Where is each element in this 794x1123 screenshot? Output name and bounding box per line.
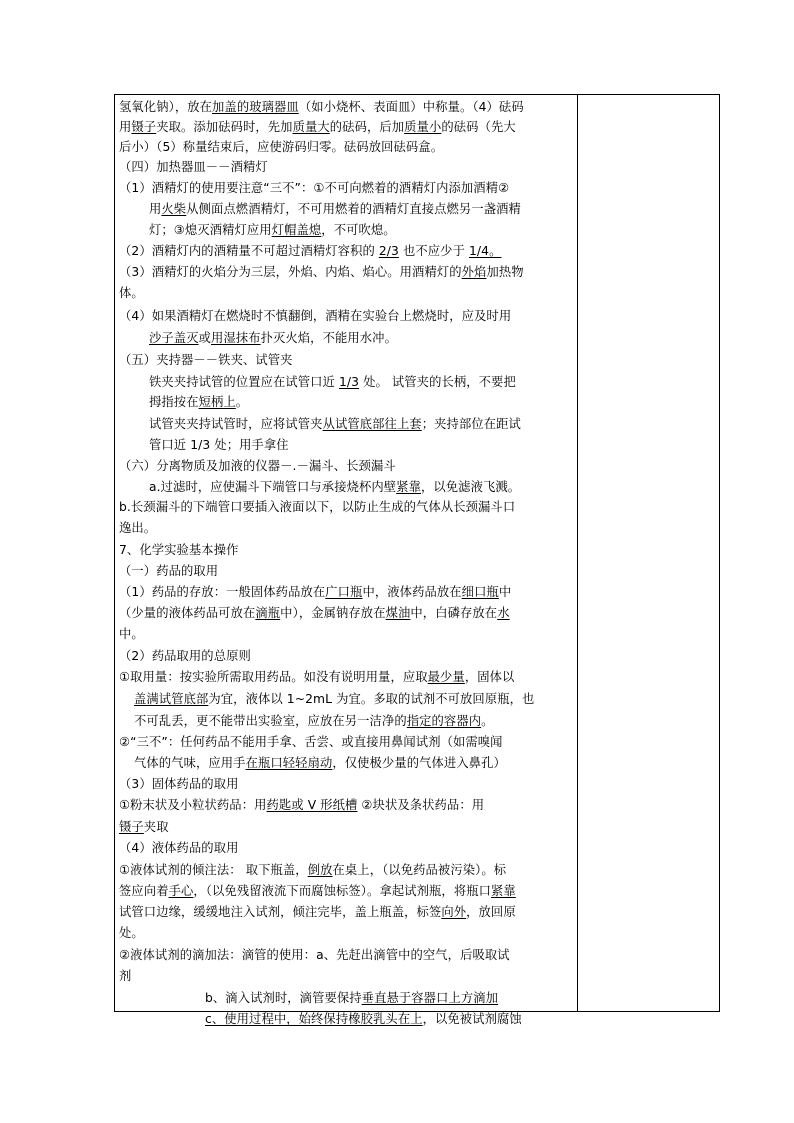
text-line bbox=[119, 667, 514, 687]
underlined-text: 紧靠 bbox=[396, 480, 421, 494]
underlined-text: 灯帽盖熄 bbox=[271, 223, 322, 237]
text-line bbox=[119, 646, 251, 666]
text-segment: b.长颈漏斗的下端管口要插入液面以下，以防止生成的气体从长颈漏斗口 bbox=[119, 500, 516, 514]
underlined-text: 向外 bbox=[441, 905, 467, 919]
text-segment: （4）液体药品的取用 bbox=[119, 841, 239, 855]
text-segment: b、滴入试剂时，滴管要保持 bbox=[205, 991, 362, 1005]
text-segment: 。 bbox=[481, 714, 494, 728]
text-segment: ②液体试剂的滴加法：滴管的使用：a、先赶出滴管中的空气，后吸取试 bbox=[119, 948, 510, 962]
text-segment: ②块状及条状药品：用 bbox=[357, 798, 485, 812]
text-segment: ，以免滤液飞溅。 bbox=[420, 480, 521, 494]
text-segment: 。 bbox=[235, 395, 249, 409]
text-line bbox=[149, 477, 520, 497]
underlined-text: 火柴 bbox=[161, 202, 187, 216]
text-line bbox=[119, 817, 169, 837]
underlined-text: 1/3 bbox=[338, 375, 360, 389]
text-line bbox=[119, 732, 503, 752]
text-segment: ，（以免残留液流下而腐蚀标签）。拿起试剂瓶，将瓶口 bbox=[193, 884, 492, 898]
text-line bbox=[119, 241, 501, 261]
text-segment: ①粉末状及小粒状药品：用 bbox=[119, 798, 267, 812]
underlined-text: 1/4。 bbox=[468, 244, 502, 258]
text-segment: 后小）（5）称量结束后，应使游码归零。砝码放回砝码盒。 bbox=[119, 140, 444, 154]
text-segment: 中，白磷存放在 bbox=[410, 606, 498, 620]
text-segment: 签应向着 bbox=[119, 884, 169, 898]
text-line bbox=[119, 966, 131, 986]
text-segment: 7、化学实验基本操作 bbox=[119, 543, 239, 557]
underlined-text: 水 bbox=[497, 606, 510, 620]
text-line bbox=[119, 838, 239, 858]
underlined-text: 广口瓶 bbox=[325, 585, 363, 599]
text-segment: （4）如果酒精灯在燃烧时不慎翻倒，酒精在实验台上燃烧时，应及时用 bbox=[119, 309, 512, 323]
underlined-text: 倒放 bbox=[307, 863, 333, 877]
text-segment: （1）酒精灯的使用要注意“三不”：①不可向燃着的酒精灯内添加酒精② bbox=[119, 181, 510, 195]
text-line bbox=[119, 902, 516, 922]
main-content-cell bbox=[119, 95, 573, 1026]
text-line bbox=[205, 1009, 522, 1029]
text-segment: 中。 bbox=[119, 627, 144, 641]
underlined-text: 细口瓶 bbox=[461, 585, 499, 599]
text-segment: a.过滤时，应使漏斗下端管口与承接烧杯内壁 bbox=[149, 480, 397, 494]
underlined-text: 用湿抹布 bbox=[211, 331, 261, 345]
text-line bbox=[119, 561, 218, 581]
text-line bbox=[119, 306, 511, 326]
text-segment: ，仅使极少量的气体进入鼻孔） bbox=[332, 756, 506, 770]
text-segment: （五）夹持器－－铁夹、试管夹 bbox=[119, 353, 293, 367]
underlined-text: 外焰 bbox=[461, 265, 487, 279]
text-line bbox=[119, 923, 144, 943]
underlined-text: 药匙或 V 形纸槽 bbox=[266, 798, 358, 812]
underlined-text: 短柄上 bbox=[198, 395, 236, 409]
text-segment: 不可乱丢，更不能带出实验室，应放在另一洁净的 bbox=[134, 714, 407, 728]
text-segment: 用 bbox=[119, 120, 132, 134]
text-segment: 中，液体药品放在 bbox=[362, 585, 462, 599]
text-segment: （3）酒精灯的火焰分为三层，外焰、内焰、焰心。用酒精灯的 bbox=[119, 265, 462, 279]
underlined-text: 镊子 bbox=[131, 120, 157, 134]
text-line bbox=[119, 518, 156, 538]
text-segment: 拇指按在 bbox=[149, 395, 199, 409]
text-segment: 为宜，液体以 1~2mL 为宜。多取的试剂不可放回原瓶，也 bbox=[208, 692, 535, 706]
text-segment: 氢氧化钠），放在 bbox=[119, 100, 213, 114]
underlined-text: c、使用过程中，始终保持橡胶乳头在上 bbox=[205, 1012, 423, 1026]
text-segment: 试管夹夹持试管时，应将试管夹 bbox=[149, 417, 323, 431]
text-line bbox=[119, 178, 509, 198]
text-line bbox=[149, 328, 397, 348]
text-segment: 处。 bbox=[119, 926, 144, 940]
text-line bbox=[134, 711, 494, 731]
underlined-text: 在瓶口轻轻扇动 bbox=[245, 756, 333, 770]
text-segment: 试管口边缘，缓缓地注入试剂，倾注完毕，盖上瓶盖，标签 bbox=[119, 905, 442, 919]
text-segment: ①液体试剂的倾注法： 取下瓶盖， bbox=[119, 863, 308, 877]
text-segment: （2）酒精灯内的酒精量不可超过酒精灯容积的 bbox=[119, 244, 379, 258]
text-line bbox=[119, 881, 516, 901]
text-segment: 铁夹夹持试管的位置应在试管口近 bbox=[149, 375, 339, 389]
text-segment: （2）药品取用的总原则 bbox=[119, 649, 251, 663]
text-line bbox=[149, 372, 516, 392]
text-segment: 或 bbox=[198, 331, 211, 345]
text-segment: ②“三不”：任何药品不能用手拿、舌尝、或直接用鼻闻试剂（如需嗅闻 bbox=[119, 735, 503, 749]
underlined-text: 煤油 bbox=[385, 606, 411, 620]
text-line bbox=[119, 350, 293, 370]
text-line bbox=[205, 988, 498, 1008]
text-line bbox=[119, 774, 239, 794]
text-line bbox=[119, 582, 511, 602]
text-line bbox=[134, 753, 506, 773]
text-line bbox=[119, 624, 144, 644]
underlined-text: 质量小 bbox=[404, 120, 442, 134]
text-line bbox=[119, 283, 144, 303]
text-line bbox=[149, 414, 521, 434]
underlined-text: 加盖的玻璃器皿 bbox=[212, 100, 299, 114]
text-segment: ，以免被试剂腐蚀 bbox=[422, 1012, 522, 1026]
column-divider bbox=[577, 95, 578, 1011]
text-segment: 剂 bbox=[119, 969, 132, 983]
underlined-text: 从试管底部往上套 bbox=[322, 417, 422, 431]
text-segment: 夹取 bbox=[143, 820, 169, 834]
text-segment: ；夹持部位在距试 bbox=[421, 417, 521, 431]
text-segment: 用 bbox=[149, 202, 162, 216]
underlined-text: 质量大 bbox=[292, 120, 330, 134]
underlined-text: 沙子盖灭 bbox=[149, 331, 199, 345]
text-segment: 逸出。 bbox=[119, 521, 157, 535]
text-segment: ，固体以 bbox=[464, 670, 515, 684]
text-segment: 扑灭火焰，不能用水冲。 bbox=[260, 331, 397, 345]
underlined-text: 垂直悬于容器口上方滴加 bbox=[361, 991, 499, 1005]
text-line bbox=[119, 603, 510, 623]
underlined-text: 滴瓶 bbox=[255, 606, 281, 620]
text-segment: 在桌上，（以免药品被污染）。标 bbox=[332, 863, 507, 877]
text-segment: ，放回原 bbox=[466, 905, 516, 919]
text-segment: （少量的液体药品可放在 bbox=[119, 606, 256, 620]
text-segment: 从侧面点燃酒精灯，不可用燃着的酒精灯直接点燃另一盏酒精 bbox=[186, 202, 521, 216]
text-line bbox=[119, 540, 239, 560]
text-segment: （六）分离物质及加液的仪器－.－漏斗、长颈漏斗 bbox=[119, 459, 396, 473]
text-segment: 的砝码，后加 bbox=[329, 120, 405, 134]
text-line bbox=[119, 456, 396, 476]
text-line bbox=[149, 392, 248, 412]
text-line bbox=[119, 97, 524, 117]
text-line bbox=[119, 945, 510, 965]
text-segment: 加热物 bbox=[486, 265, 524, 279]
underlined-text: 镊子 bbox=[119, 820, 144, 834]
text-line bbox=[119, 860, 506, 880]
text-segment: 气体的气味，应用手 bbox=[134, 756, 246, 770]
underlined-text: 手心 bbox=[168, 884, 194, 898]
text-line bbox=[149, 199, 521, 219]
text-line bbox=[119, 262, 524, 282]
text-segment: ，不可吹熄。 bbox=[321, 223, 396, 237]
text-segment: 也不应少于 bbox=[398, 244, 469, 258]
text-line bbox=[119, 157, 268, 177]
text-segment: 夹取。添加砝码时，先加 bbox=[156, 120, 293, 134]
text-line bbox=[149, 220, 396, 240]
text-segment: 中），金属钠存放在 bbox=[280, 606, 386, 620]
underlined-text: 2/3 bbox=[378, 244, 399, 258]
underlined-text: 指定的容器内 bbox=[406, 714, 482, 728]
text-segment: （一）药品的取用 bbox=[119, 564, 219, 578]
text-segment: （如小烧杯、表面皿）中称量。（4）砝码 bbox=[298, 100, 524, 114]
document-table bbox=[114, 94, 720, 1026]
text-segment: 中 bbox=[498, 585, 512, 599]
text-line bbox=[119, 497, 515, 517]
text-line bbox=[119, 795, 484, 815]
text-segment: （3）固体药品的取用 bbox=[119, 777, 239, 791]
underlined-text: 紧靠 bbox=[491, 884, 516, 898]
text-segment: 管口近 1/3 处；用手拿住 bbox=[149, 438, 289, 452]
text-segment: 处。 试管夹的长柄，不要把 bbox=[359, 375, 516, 389]
text-segment: （1）药品的存放：一般固体药品放在 bbox=[119, 585, 326, 599]
text-segment: 的砝码（先大 bbox=[441, 120, 516, 134]
text-line bbox=[134, 689, 534, 709]
text-line bbox=[149, 435, 289, 455]
text-line bbox=[119, 137, 443, 157]
text-segment: ①取用量：按实验所需取用药品。如没有说明用量，应取 bbox=[119, 670, 428, 684]
text-line bbox=[119, 117, 516, 137]
text-segment: 体。 bbox=[119, 286, 144, 300]
underlined-text: 最少量 bbox=[427, 670, 465, 684]
text-segment: （四）加热器皿－－酒精灯 bbox=[119, 160, 268, 174]
underlined-text: 盖满试管底部 bbox=[134, 692, 209, 706]
text-segment: 灯；③熄灭酒精灯应用 bbox=[149, 223, 272, 237]
